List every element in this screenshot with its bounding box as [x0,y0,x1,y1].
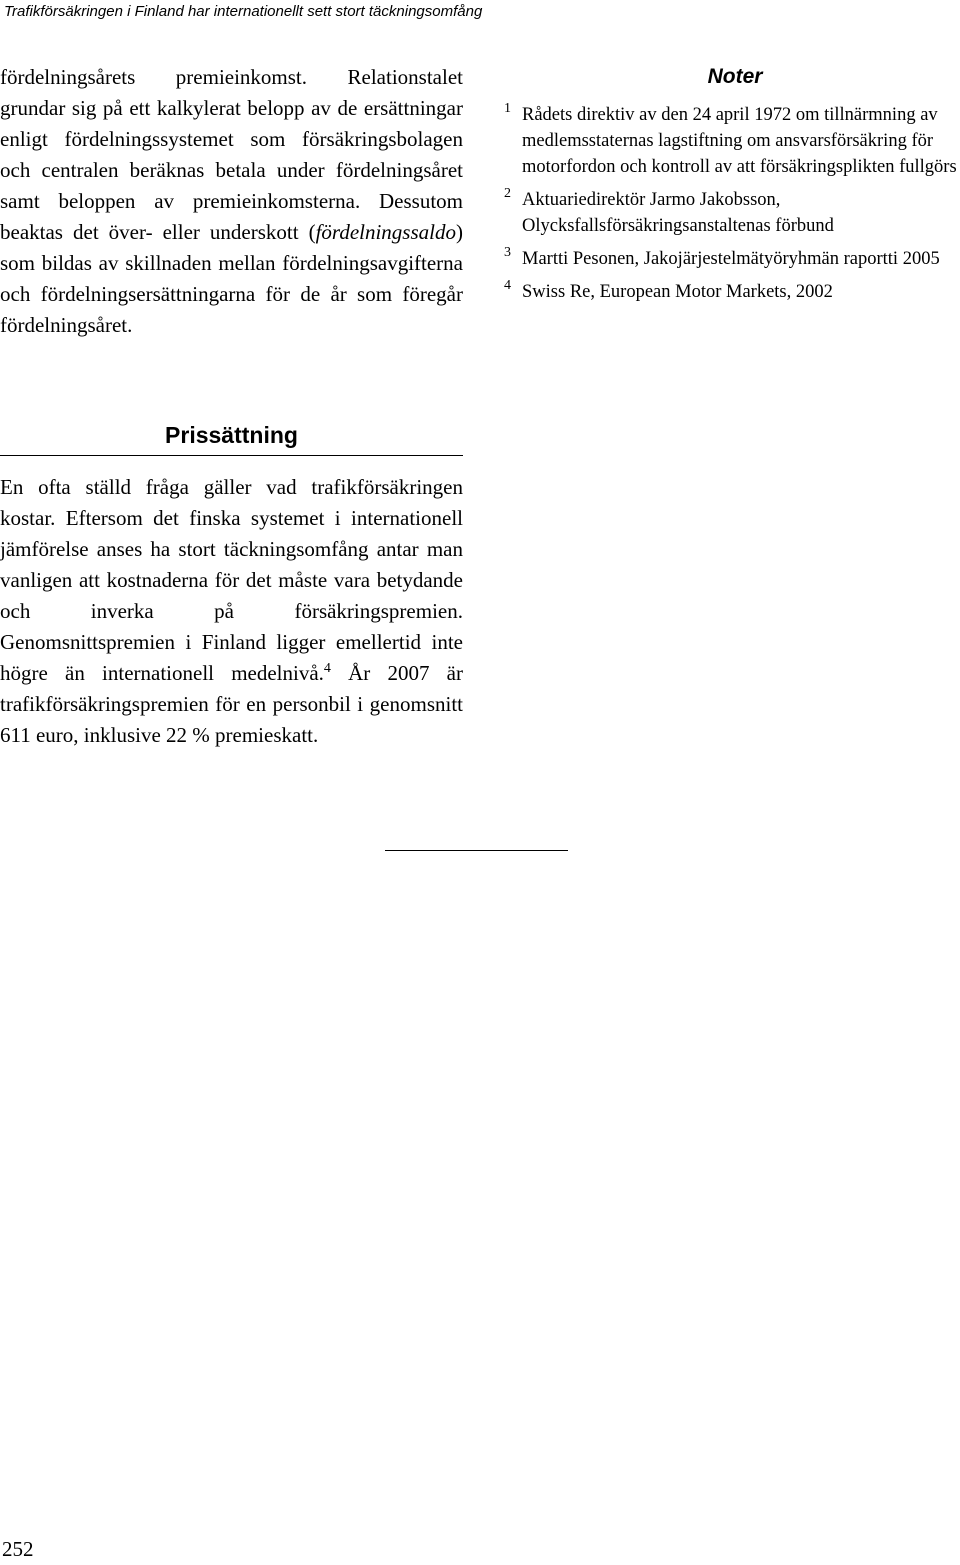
paragraph-text-end: År 2007 är trafikförsäkringspremien för en personbil i genomsnitt 611 euro, inklusive 22 % premieskatt. [0,661,463,747]
section-heading: Prissättning [0,420,463,456]
note-text: Martti Pesonen, Jakojärjestelmätyöryhmän raportti 2005 [522,249,940,269]
note-text: Swiss Re, European Motor Markets, 2002 [522,282,833,302]
notes-section [500,62,960,312]
running-header: Trafikförsäkringen i Finland har internationellt sett stort täckningsomfång [4,3,483,20]
page-number: 252 [2,1537,34,1561]
footnote-reference: 4 [323,661,331,676]
body-paragraph-1 [0,62,463,341]
note-item [500,246,960,272]
paragraph-text [0,472,463,751]
note-number: 1 [504,101,511,116]
paragraph-text-end: ) som bildas av skillnaden mellan fördelningsavgifterna och fördelningsersättningarna för de år som föregår fördelningsåret. [0,220,463,337]
note-number: 3 [504,245,511,260]
note-item [500,187,960,239]
paragraph-text-start: En ofta ställd fråga gäller vad trafikförsäkringen kostar. Eftersom det finska systemet i internationell jämförelse anses ha stort täckningsomfång antar man vanligen att kostnaderna för det måste vara betydande och inverka på försäkringspremien. Genomsnittspremien i Finland ligger emellertid inte högre än internationell medelnivå. [0,475,463,685]
note-number: 2 [504,186,511,201]
paragraph-text-start: fördelningsårets premieinkomst. Relationstalet grundar sig på ett kalkylerat belopp av de ersättningar enligt fördelningssystemet som försäkringsbolagen och centralen beräknas betala under fördelningsåret samt beloppen av premieinkomsterna. Dessutom beaktas det över- eller underskott ( [0,65,463,244]
note-text: Rådets direktiv av den 24 april 1972 om tillnärmning av medlemsstaternas lagstiftning om ansvarsförsäkring för motorfordon och kontroll av att försäkringsplikten fullgörs [522,105,957,177]
paragraph-text [0,62,463,341]
note-text: Aktuariedirektör Jarmo Jakobsson, Olycksfallsförsäkringsanstaltenas förbund [522,190,834,236]
italic-term: fördelningssaldo [315,220,456,244]
note-number: 4 [504,278,511,293]
body-paragraph-2 [0,472,463,751]
notes-heading: Noter [707,65,763,88]
notes-list [500,102,960,305]
footer-divider [385,850,568,851]
note-item [500,102,960,180]
note-item [500,279,960,305]
